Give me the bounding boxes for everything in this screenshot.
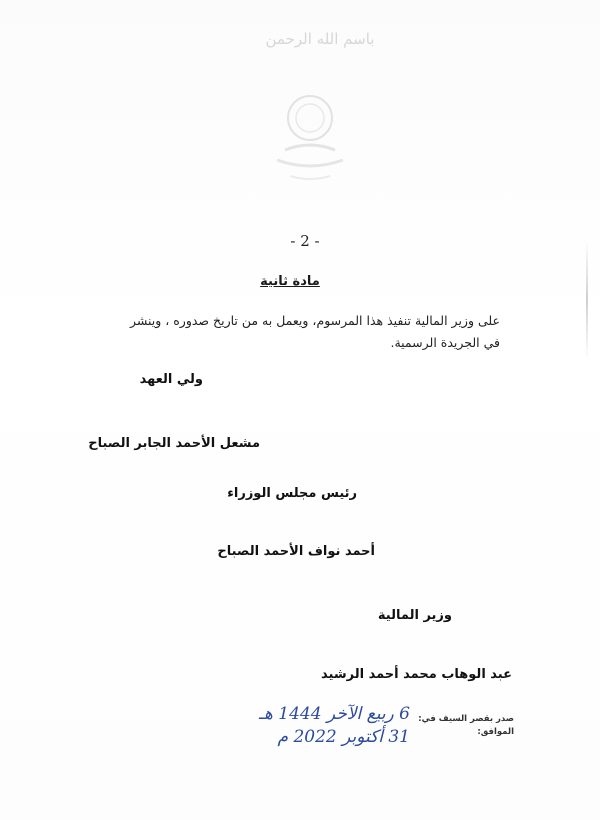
- handwritten-hijri-date: 6 ربيع الآخر 1444 هـ: [258, 704, 410, 724]
- faint-header-text: باسم الله الرحمن: [265, 30, 375, 48]
- prime-minister-name: أحمد نواف الأحمد الصباح: [217, 544, 375, 559]
- faint-seal-emblem: [255, 80, 365, 190]
- handwritten-gregorian-date: 31 أكتوبر 2022 م: [277, 727, 410, 747]
- corresponding-label: الموافق:: [477, 727, 514, 737]
- article-title: مادة ثانية: [260, 274, 320, 289]
- page-number: - 2 -: [290, 232, 320, 250]
- prime-minister-title: رئيس مجلس الوزراء: [227, 486, 357, 501]
- crown-prince-title: ولي العهد: [139, 372, 203, 387]
- finance-minister-name: عبد الوهاب محمد أحمد الرشيد: [321, 667, 512, 682]
- scan-edge-shadow: [586, 240, 588, 360]
- body-paragraph: على وزير المالية تنفيذ هذا المرسوم، ويعمل به من تاريخ صدوره ، وينشر في الجريدة الرسمية.: [129, 313, 500, 350]
- issued-at-label: صدر بقصر السيف في:: [418, 714, 514, 724]
- crown-prince-name: مشعل الأحمد الجابر الصباح: [88, 436, 260, 451]
- finance-minister-title: وزير المالية: [377, 608, 452, 623]
